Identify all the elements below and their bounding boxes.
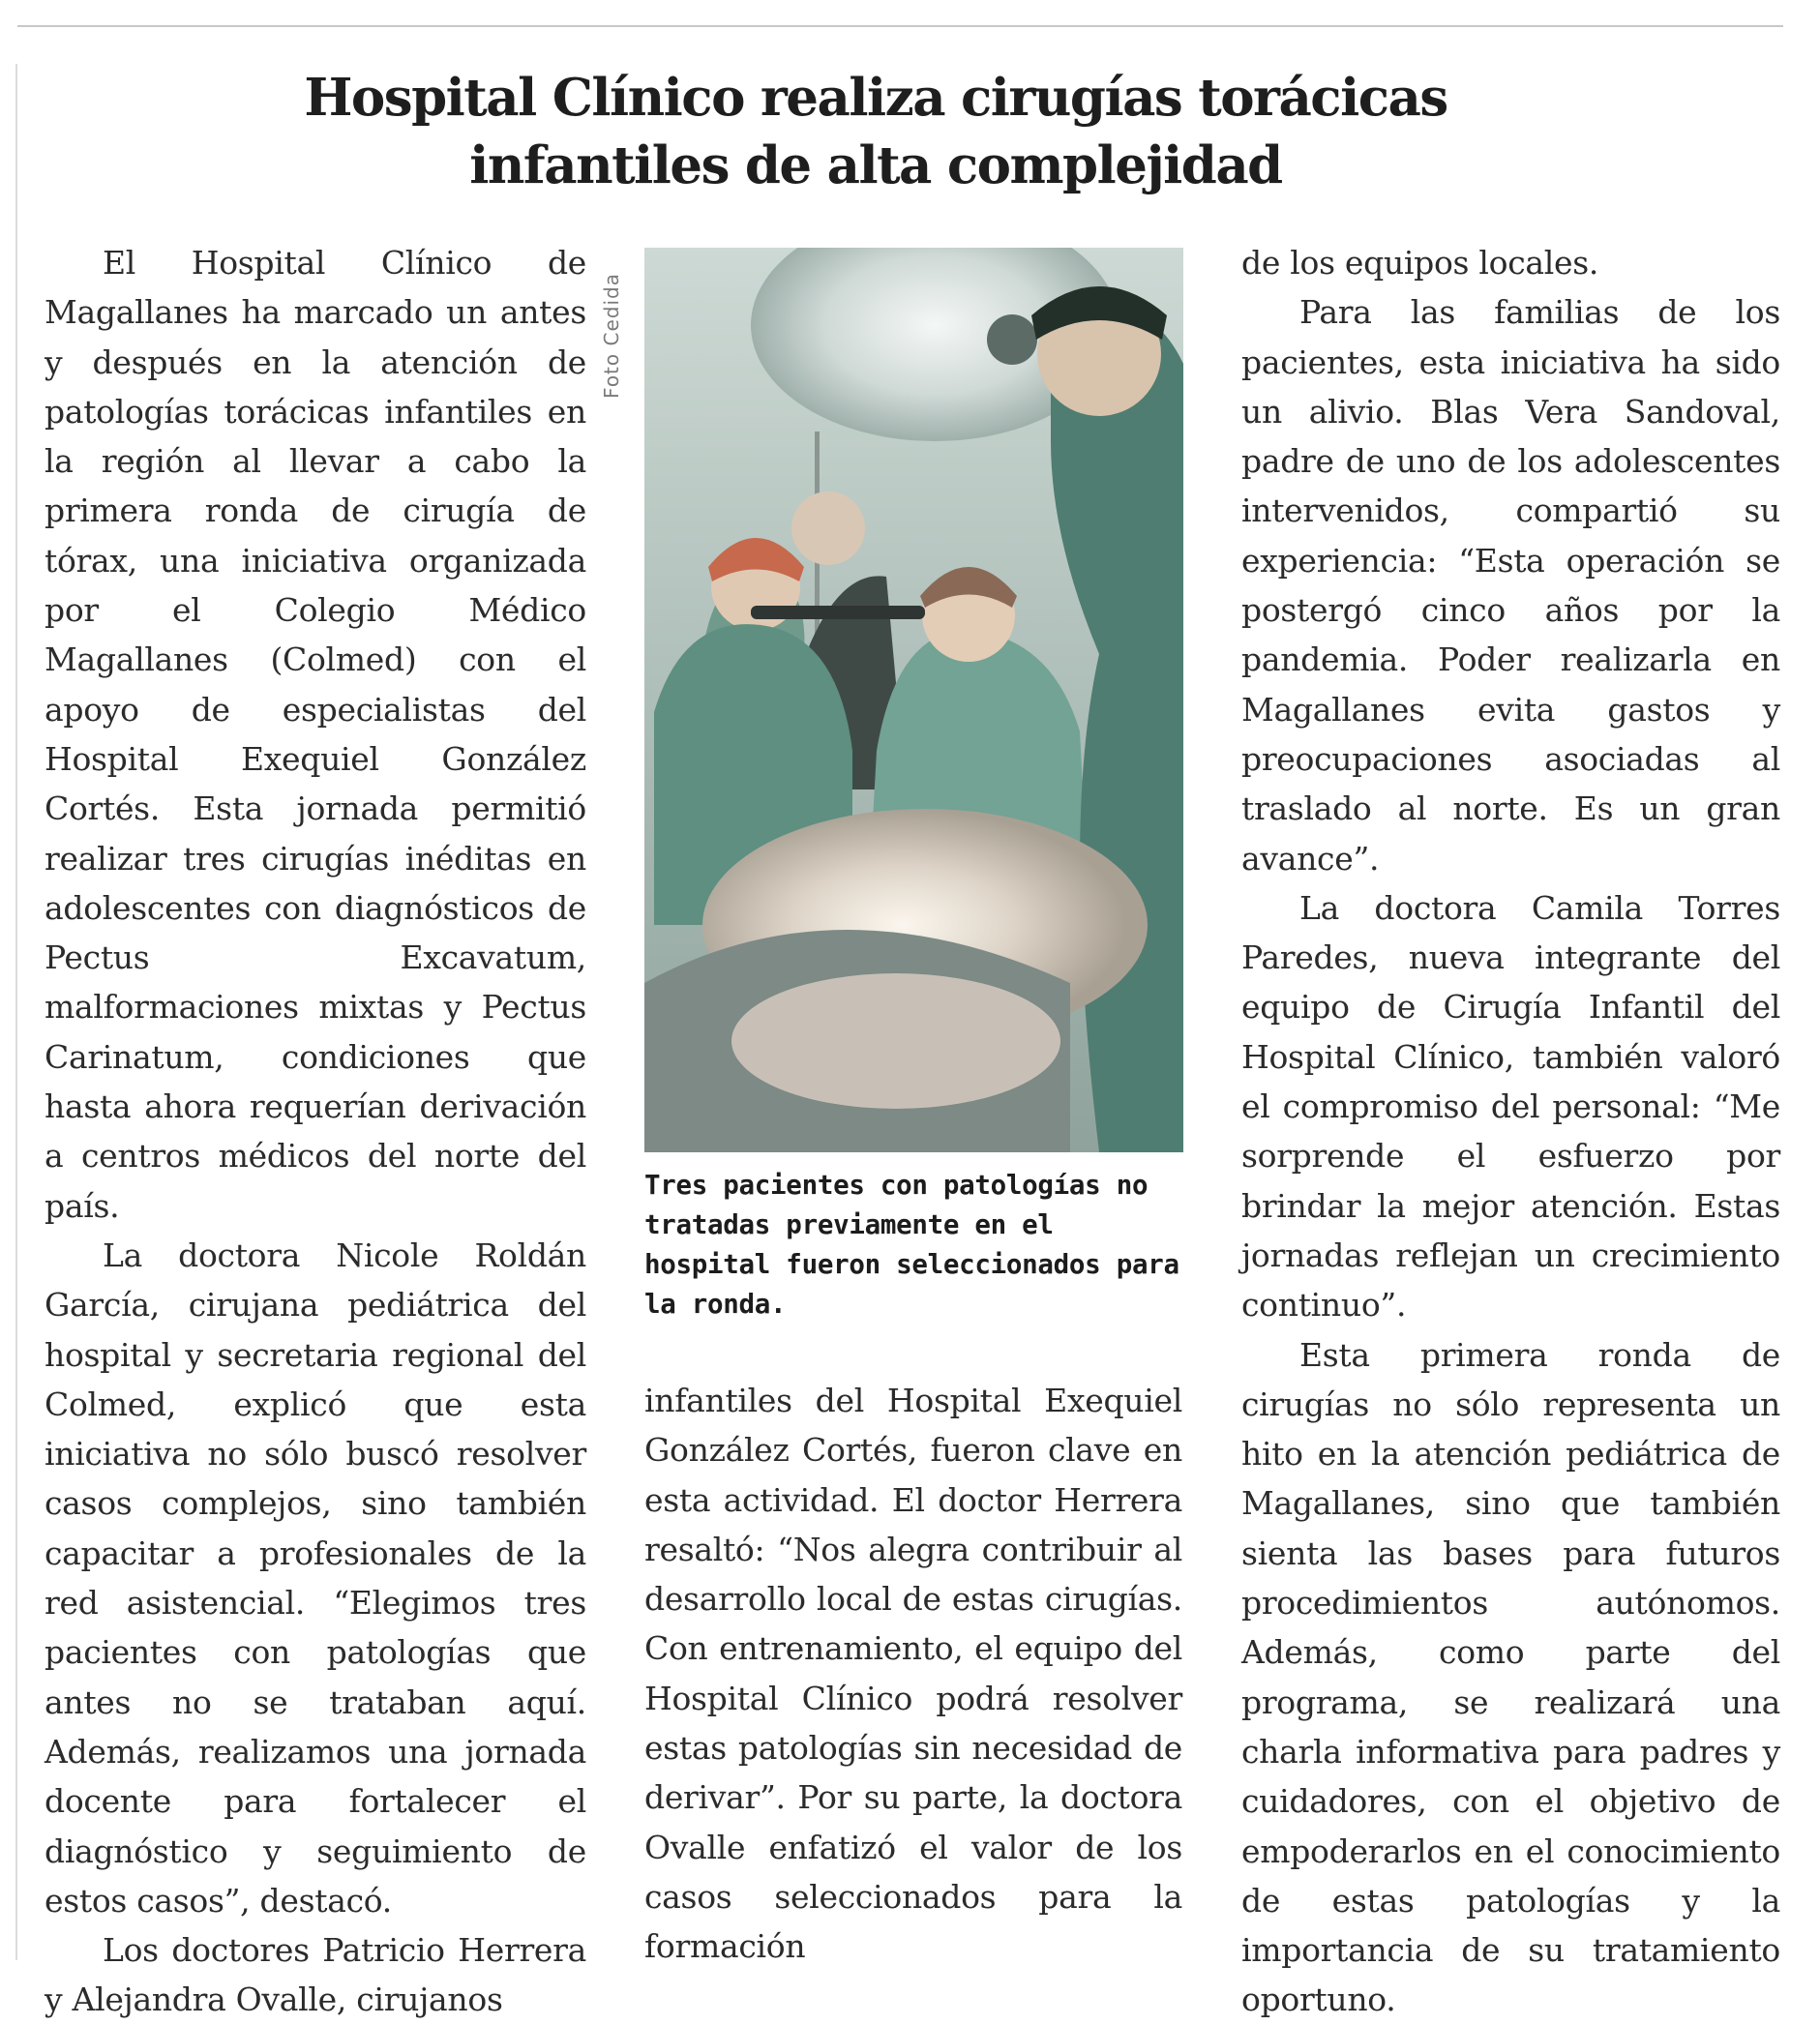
- paragraph: Los doctores Patricio Herrera y Alejandra Ovalle, cirujanos: [45, 1931, 586, 2019]
- text-column-1: [45, 238, 586, 2025]
- paragraph: Para las familias de los pacientes, esta iniciativa ha sido un alivio. Blas Vera Sandoval, padre de uno de los adolescentes intervenidos, compartió su experiencia: “Esta operación se postergó cinco años por la pandemia. Poder realizarla en Magallanes evita gastos y preocupaciones asociadas al traslado al norte. Es un gran avance”.: [1241, 293, 1780, 878]
- text-column-2: [644, 1376, 1182, 1972]
- text-column-3: [1241, 238, 1780, 2025]
- article-headline: Hospital Clínico realiza cirugías torácicas infantiles de alta complejidad: [304, 68, 1447, 195]
- surgery-photo: [644, 248, 1183, 1152]
- photo-credit: [592, 253, 631, 418]
- top-divider: [17, 25, 1783, 27]
- left-margin-line: [15, 64, 17, 1960]
- paragraph: de los equipos locales.: [1241, 244, 1599, 282]
- surgery-photo-illustration: [644, 248, 1183, 1152]
- paragraph: La doctora Nicole Roldán García, cirujana pediátrica del hospital y secretaria regional del Colmed, explicó que esta iniciativa no sólo buscó resolver casos complejos, sino también capacitar a profesionales de la red asistencial. “Elegimos tres pacientes con patologías que antes no se trataban aquí. Además, realizamos una jornada docente para fortalecer el diagnóstico y seguimiento de estos casos”, destacó.: [45, 1236, 586, 1920]
- paragraph: El Hospital Clínico de Magallanes ha marcado un antes y después en la atención de patologías torácicas infantiles en la región al llevar a cabo la primera ronda de cirugía de tórax, una iniciativa organizada por el Colegio Médico Magallanes (Colmed) con el apoyo de especialistas del Hospital Exequiel González Cortés. Esta jornada permitió realizar tres cirugías inéditas en adolescentes con diagnósticos de Pectus Excavatum, malformaciones mixtas y Pectus Carinatum, condiciones que hasta ahora requerían derivación a centros médicos del norte del país.: [45, 244, 586, 1225]
- paragraph: La doctora Camila Torres Paredes, nueva integrante del equipo de Cirugía Infantil del Hospital Clínico, también valoró el compromiso del personal: “Me sorprende el esfuerzo por brindar la mejor atención. Estas jornadas reflejan un crecimiento continuo”.: [1241, 888, 1780, 1325]
- photo-caption: Tres pacientes con patologías no tratadas previamente en el hospital fueron seleccionados para la ronda.: [644, 1170, 1179, 1320]
- paragraph: infantiles del Hospital Exequiel González Cortés, fueron clave en esta actividad. El doctor Herrera resaltó: “Nos alegra contribuir al desarrollo local de estas cirugías. Con entrenamiento, el equipo del Hospital Clínico podrá resolver estas patologías sin necesidad de derivar”. Por su parte, la doctora Ovalle enfatizó el valor de los casos seleccionados para la formación: [644, 1382, 1182, 1966]
- photo-credit-text: Foto Cedida: [600, 273, 623, 399]
- paragraph: Esta primera ronda de cirugías no sólo representa un hito en la atención pediátrica de Magallanes, sino que también sienta las bases para futuros procedimientos autónomos. Además, como parte del programa, se realizará una charla informativa para padres y cuidadores, con el objetivo de empoderarlos en el conocimiento de estas patologías y la importancia de su tratamiento oportuno.: [1241, 1335, 1780, 2019]
